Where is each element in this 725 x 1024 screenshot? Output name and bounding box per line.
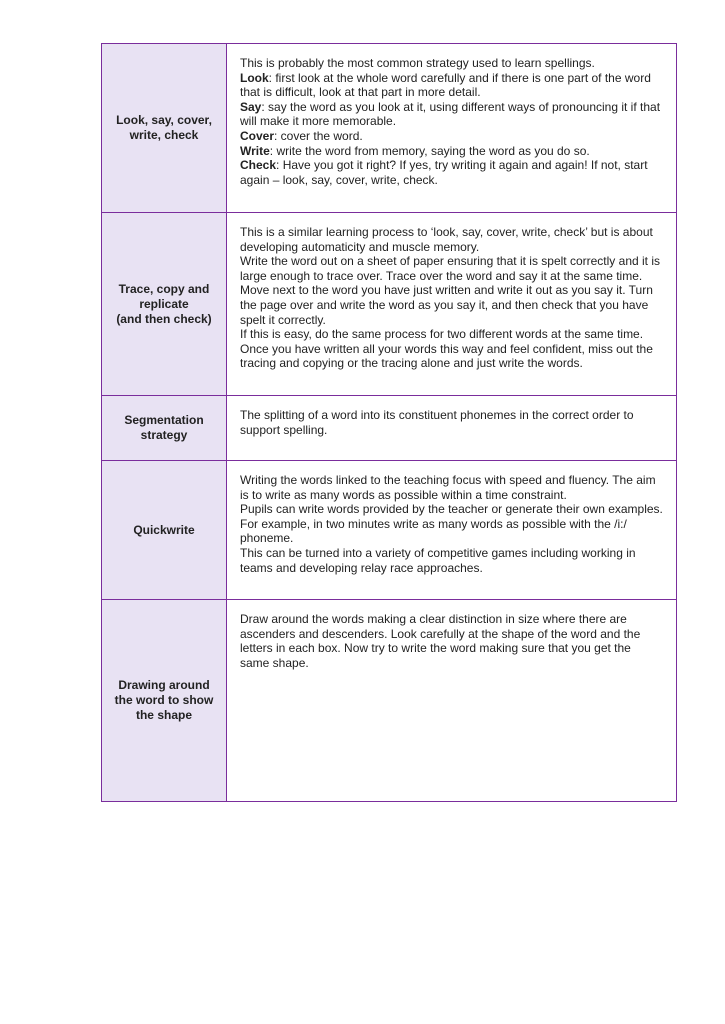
strategy-description-cell	[227, 461, 677, 600]
description-paragraph: Write the word out on a sheet of paper ensuring that it is spelt correctly and it is large enough to trace over. Trace over the word and say it at the same time. Move next to the word you have just written and write it out as you say it. Turn the page over and write the word as you say it, and then check that you have spelt it correctly.	[240, 254, 660, 327]
step-label: Look	[240, 70, 269, 85]
strategy-name-cell	[102, 213, 227, 396]
description-paragraph: This is a similar learning process to ‘look, say, cover, write, check’ but is about developing automaticity and muscle memory.	[240, 225, 653, 254]
strategy-name-cell	[102, 44, 227, 213]
strategy-name-cell	[102, 396, 227, 461]
strategy-name: strategy	[140, 428, 188, 442]
strategy-name-cell	[102, 600, 227, 802]
description-paragraph: Say: say the word as you look at it, using different ways of pronouncing it if that will make it more memorable.	[240, 99, 661, 129]
strategy-name: Segmentation	[124, 413, 204, 427]
strategy-description-cell	[227, 396, 677, 461]
strategy-name: write, check	[129, 128, 199, 142]
table-row	[102, 44, 677, 213]
table-row	[102, 213, 677, 396]
strategy-name: replicate	[139, 296, 189, 311]
description-paragraph: Draw around the words making a clear distinction in size where there are ascenders and descenders. Look carefully at the shape of the word and the letters in each box. Now try to write the word making sure that you get the same shape.	[240, 612, 641, 670]
strategy-name: Look, say, cover,	[116, 113, 212, 127]
strategy-name: the word to show	[114, 693, 214, 707]
description-paragraph: Pupils can write words provided by the teacher or generate their own examples. For example, in two minutes write as many words as possible with the /i:/ phoneme.	[240, 502, 663, 546]
strategy-name-cell	[102, 461, 227, 600]
step-label: Write	[240, 143, 270, 158]
strategy-name: Trace, copy and	[118, 281, 210, 296]
description-paragraph: Cover: cover the word.	[240, 128, 363, 143]
strategy-description-cell	[227, 44, 677, 213]
strategy-description-cell	[227, 213, 677, 396]
description-paragraph: Look: first look at the whole word carefully and if there is one part of the word that is difficult, look at that part in more detail.	[240, 70, 651, 100]
step-label: Check	[240, 158, 277, 173]
step-label: Say	[240, 99, 262, 114]
strategy-description-cell	[227, 600, 677, 802]
strategy-name: Quickwrite	[133, 522, 195, 537]
description-paragraph: If this is easy, do the same process for two different words at the same time.	[240, 327, 644, 342]
table-row	[102, 600, 677, 802]
step-label: Cover	[240, 128, 275, 143]
strategy-name: the shape	[135, 708, 192, 722]
description-paragraph: Once you have written all your words this way and feel confident, miss out the tracing and copying or the tracing alone and just write the words.	[240, 341, 653, 371]
table-row	[102, 396, 677, 461]
description-paragraph: This is probably the most common strategy used to learn spellings.	[240, 56, 595, 70]
strategy-name: Drawing around	[118, 678, 210, 692]
description-paragraph: The splitting of a word into its constituent phonemes in the correct order to support spelling.	[240, 408, 634, 437]
description-paragraph: Check: Have you got it right? If yes, try writing it again and again! If not, start again – look, say, cover, write, check.	[240, 158, 648, 187]
description-paragraph: This can be turned into a variety of competitive games including working in teams and developing relay race approaches.	[240, 545, 636, 575]
spelling-strategies-table	[101, 43, 677, 802]
description-paragraph: Writing the words linked to the teaching focus with speed and fluency. The aim is to write as many words as possible within a time constraint.	[240, 473, 656, 502]
strategy-name: (and then check)	[116, 311, 212, 326]
table-row	[102, 461, 677, 600]
description-paragraph: Write: write the word from memory, saying the word as you do so.	[240, 143, 590, 158]
